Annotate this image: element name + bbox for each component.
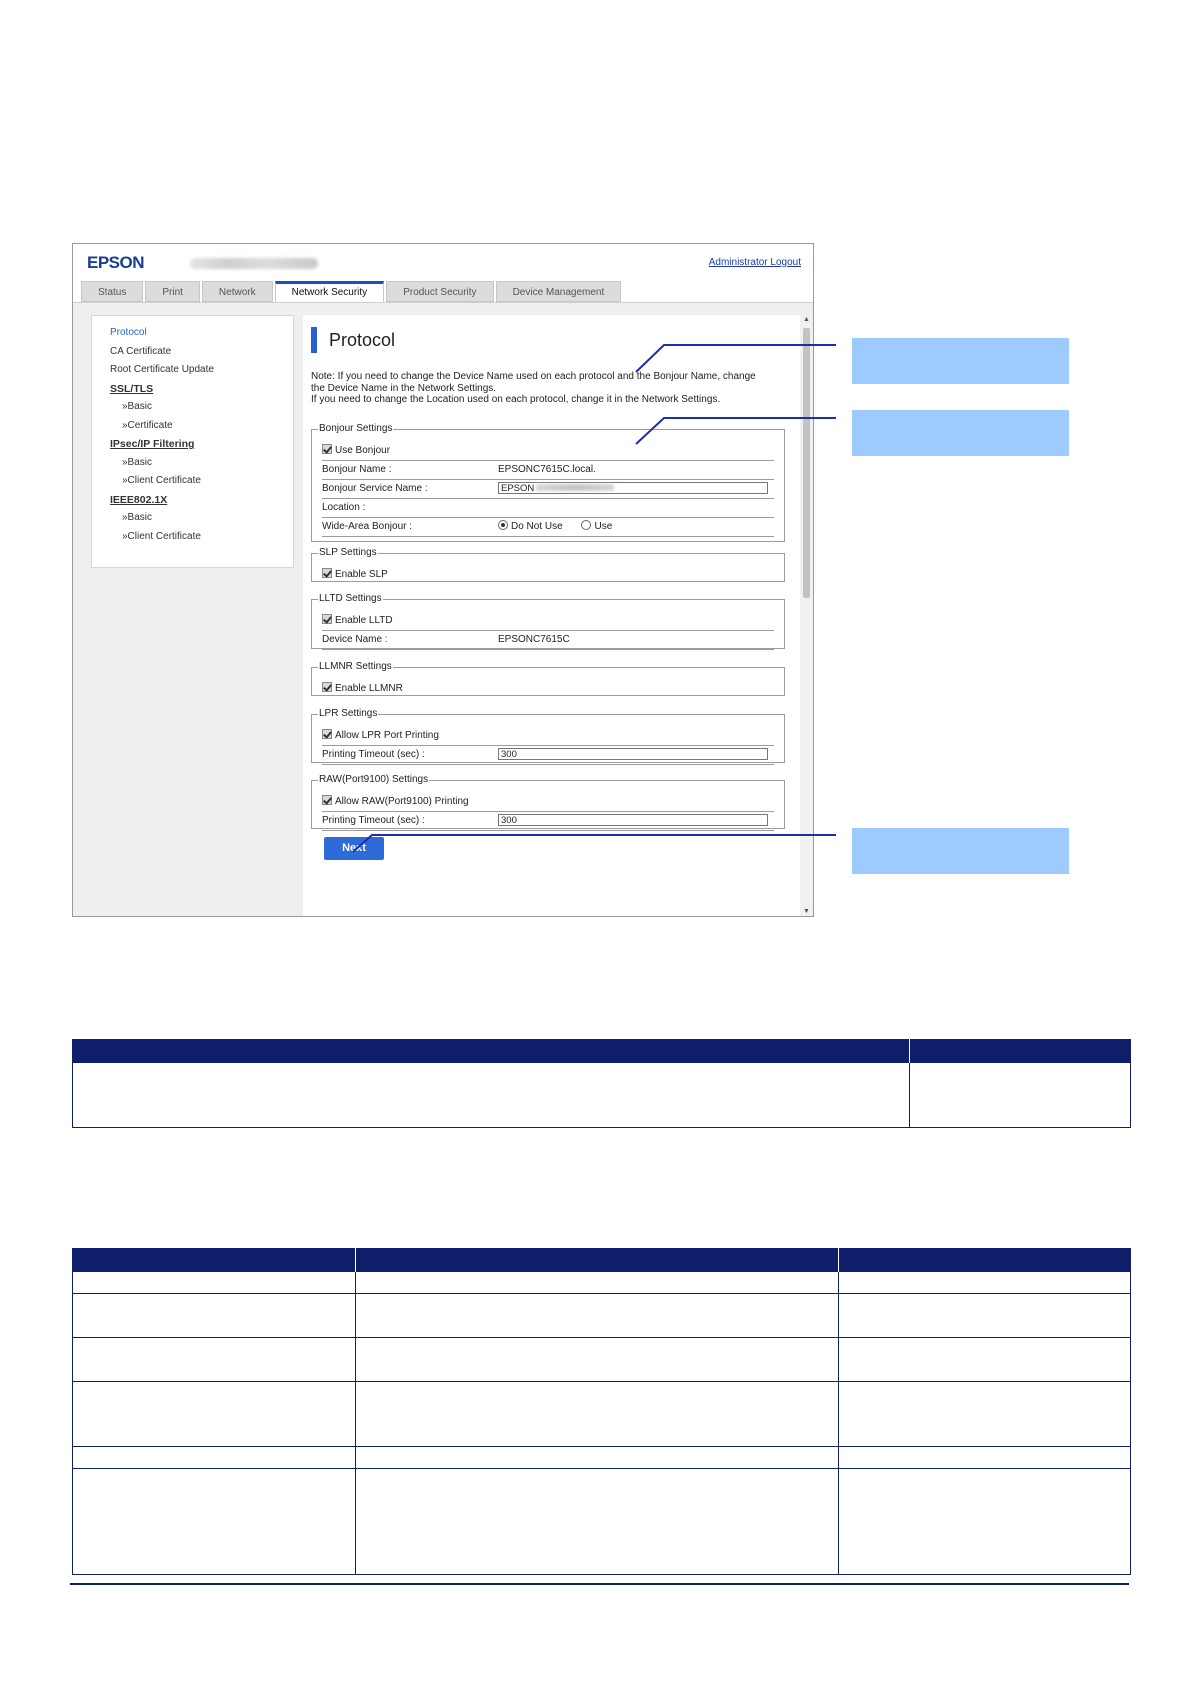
table-header-cell	[356, 1248, 839, 1272]
settings-table-1	[72, 1039, 1131, 1128]
table-cell	[839, 1447, 1131, 1469]
scroll-up-icon[interactable]: ▲	[803, 316, 810, 323]
sidebar-heading-ssl-tls: SSL/TLS	[110, 382, 154, 395]
tab-network-security[interactable]: Network Security	[275, 281, 385, 302]
table-row	[73, 1272, 1131, 1294]
tab-status[interactable]: Status	[81, 281, 143, 302]
scroll-down-icon[interactable]: ▼	[803, 908, 810, 915]
next-button[interactable]: Next	[324, 837, 384, 860]
use-bonjour-label: Use Bonjour	[335, 445, 391, 456]
raw-timeout-label: Printing Timeout (sec) :	[322, 815, 425, 826]
table-cell	[73, 1382, 356, 1447]
slp-legend: SLP Settings	[319, 547, 377, 558]
sidebar-item-protocol[interactable]: Protocol	[110, 327, 147, 338]
table-cell	[910, 1063, 1131, 1128]
note-line: Note: If you need to change the Device Name used on each protocol and the Bonjour Name, change	[311, 371, 756, 382]
table-header-cell	[839, 1248, 1131, 1272]
allow-raw-label: Allow RAW(Port9100) Printing	[335, 796, 469, 807]
use-label: Use	[594, 521, 613, 532]
administrator-logout-link[interactable]: Administrator Logout	[708, 257, 801, 268]
lltd-legend: LLTD Settings	[319, 593, 382, 604]
table-cell	[73, 1272, 356, 1294]
table-cell	[356, 1469, 839, 1575]
enable-slp-label: Enable SLP	[335, 569, 388, 580]
table-cell	[356, 1447, 839, 1469]
table-cell	[839, 1338, 1131, 1382]
tab-network[interactable]: Network	[202, 281, 273, 302]
sidebar-heading-ieee8021x: IEEE802.1X	[110, 493, 168, 506]
table-cell	[839, 1469, 1131, 1575]
table-header-cell	[73, 1039, 910, 1063]
footer-rule	[70, 1583, 1129, 1585]
llmnr-legend: LLMNR Settings	[319, 661, 392, 672]
leader-line-2	[636, 418, 836, 444]
callout-box-2	[852, 410, 1069, 456]
sidebar-heading-ipsec: IPsec/IP Filtering	[110, 438, 195, 450]
table-cell	[839, 1382, 1131, 1447]
leader-line-3	[353, 835, 836, 852]
lpr-timeout-label: Printing Timeout (sec) :	[322, 749, 425, 760]
lpr-legend: LPR Settings	[319, 708, 378, 719]
bonjour-name-label: Bonjour Name :	[322, 464, 392, 475]
sidebar-item-ipsec-client-certificate[interactable]: »Client Certificate	[122, 475, 201, 486]
table-row	[73, 1382, 1131, 1447]
page-title: Protocol	[311, 327, 395, 353]
table-header-row	[73, 1248, 1131, 1272]
bonjour-legend: Bonjour Settings	[319, 423, 393, 434]
bonjour-name-value: EPSONC7615C.local.	[498, 464, 596, 475]
table-cell	[73, 1063, 910, 1128]
enable-lltd-label: Enable LLTD	[335, 615, 393, 626]
table-cell	[356, 1338, 839, 1382]
table-cell	[356, 1382, 839, 1447]
callout-box-1	[852, 338, 1069, 384]
table-cell	[73, 1469, 356, 1575]
bonjour-service-value: EPSON	[501, 483, 535, 494]
wide-area-label: Wide-Area Bonjour :	[322, 521, 413, 532]
enable-llmnr-label: Enable LLMNR	[335, 683, 403, 694]
sidebar-item-root-certificate-update[interactable]: Root Certificate Update	[110, 364, 214, 375]
tab-product-security[interactable]: Product Security	[386, 281, 493, 302]
location-label: Location :	[322, 502, 366, 513]
epson-logo: EPSON	[87, 253, 145, 272]
sidebar-item-ieee-basic[interactable]: »Basic	[122, 512, 153, 523]
do-not-use-label: Do Not Use	[511, 521, 563, 532]
table-row	[73, 1063, 1131, 1128]
table-header-cell	[910, 1039, 1131, 1063]
sidebar-item-ssl-certificate[interactable]: »Certificate	[122, 419, 173, 431]
table-cell	[839, 1272, 1131, 1294]
table-header-cell	[73, 1248, 356, 1272]
table-row	[73, 1469, 1131, 1575]
raw-timeout-input[interactable]: 300	[498, 814, 768, 826]
settings-table-2	[72, 1248, 1131, 1575]
note-line: If you need to change the Location used on each protocol, change it in the Network Settings.	[311, 394, 721, 406]
table-row	[73, 1447, 1131, 1469]
tab-device-management[interactable]: Device Management	[496, 281, 622, 302]
table-cell	[73, 1294, 356, 1338]
raw-legend: RAW(Port9100) Settings	[319, 774, 429, 785]
table-row	[73, 1338, 1131, 1382]
callout-box-3	[852, 828, 1069, 874]
table-cell	[73, 1447, 356, 1469]
table-header-row	[73, 1039, 1131, 1063]
lltd-device-value: EPSONC7615C	[498, 634, 570, 645]
sidebar-item-ipsec-basic[interactable]: »Basic	[122, 456, 153, 468]
table-cell	[356, 1272, 839, 1294]
bonjour-service-label: Bonjour Service Name :	[322, 483, 428, 494]
table-cell	[73, 1338, 356, 1382]
lltd-device-label: Device Name :	[322, 634, 388, 645]
sidebar-item-ssl-basic[interactable]: »Basic	[122, 401, 153, 412]
tab-print[interactable]: Print	[145, 281, 200, 302]
allow-lpr-label: Allow LPR Port Printing	[335, 730, 439, 741]
table-row	[73, 1294, 1131, 1338]
note-line: the Device Name in the Network Settings.	[311, 382, 497, 394]
sidebar-item-ieee-client-certificate[interactable]: »Client Certificate	[122, 530, 201, 542]
sidebar-item-ca-certificate[interactable]: CA Certificate	[110, 345, 172, 357]
lpr-timeout-input[interactable]: 300	[498, 748, 768, 760]
leader-line-1	[636, 345, 836, 372]
table-cell	[839, 1294, 1131, 1338]
table-cell	[356, 1294, 839, 1338]
